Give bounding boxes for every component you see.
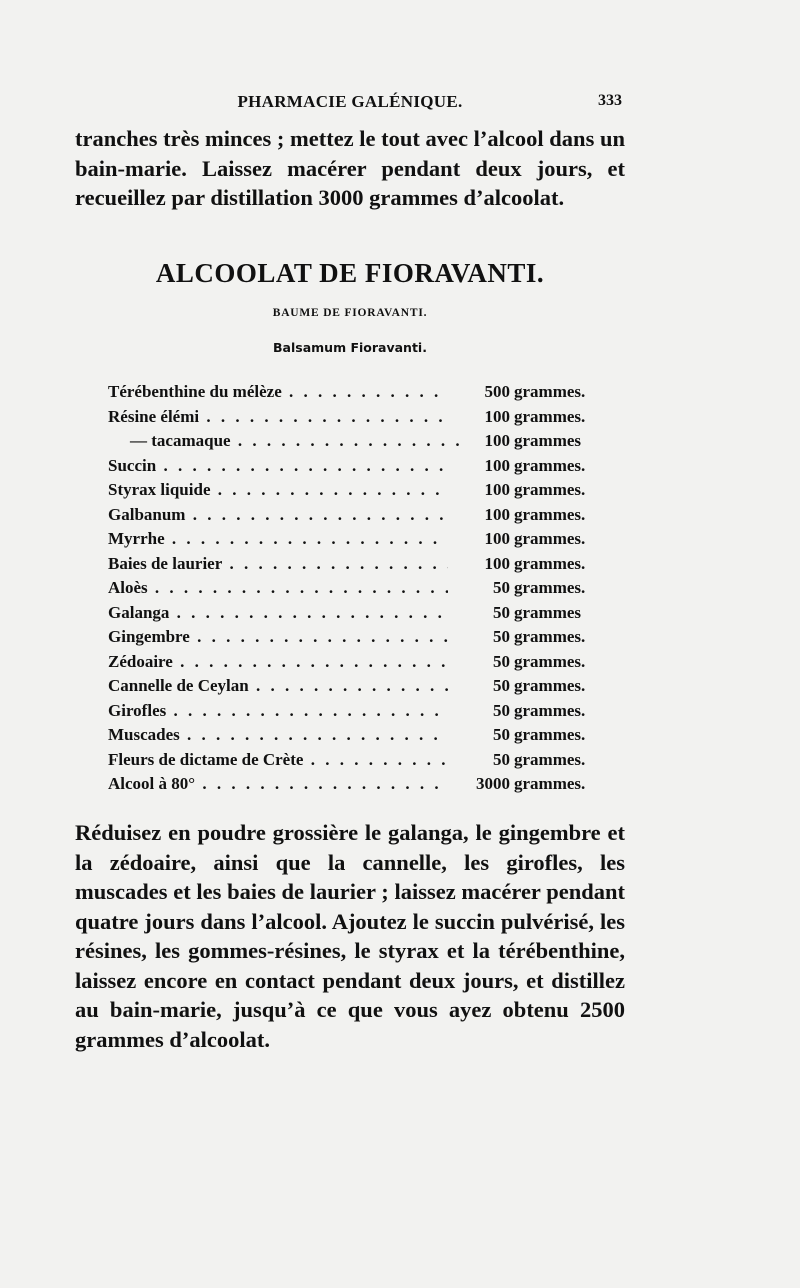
latin-name: Balsamum Fioravanti. [273,340,427,355]
recipe-row [108,405,588,430]
recipe-row [108,723,588,748]
ingredient-name: — tacamaque . . . [108,429,470,454]
ingredient-unit: grammes. [514,749,586,769]
ingredient-unit: grammes. [514,504,586,524]
ingredient-name: Girofles . . . [108,699,448,724]
ingredient-name: Myrrhe . . . [108,527,448,552]
ingredient-quantity: 100 [484,480,510,499]
ingredient-quantity: 50 [493,676,510,695]
intro-paragraph [75,124,625,213]
ingredient-unit: grammes [514,602,582,622]
ingredient-name: Baies de laurier . . . [108,552,448,577]
ingredient-unit: grammes. [514,553,586,573]
ingredient-name: Alcool à 80° . . . [108,772,448,797]
ingredient-name: Styrax liquide . . . [108,478,448,503]
ingredient-quantity: 3000 [476,774,510,793]
ingredient-unit: grammes. [514,382,586,401]
recipe-row [108,552,588,577]
ingredient-unit: grammes. [514,725,586,744]
ingredient-quantity: 50 [493,627,510,646]
closing-paragraph-text: Réduisez en poudre grossière le galanga, le gingembre et la zédoaire, ainsi que la cannelle, les girofles, les muscades et les baies de laurier ; laissez macérer pendant quatre jours dans l’alcool. Ajoutez le succin pulvérisé, les résines, les gommes-résines, le styrax et la térébenthine, laissez encore en contact pendant deux jours, et distillez au bain-marie, jusqu’à ce que vous ayez obtenu 2500 grammes d’alcoolat. [75,820,625,1052]
section-heading: ALCOOLAT DE FIORAVANTI. [155,258,545,288]
running-head-title: PHARMACIE GALÉNIQUE. [237,92,463,111]
ingredient-name: Fleurs de dictame de Crète . . . [108,748,448,773]
ingredient-quantity: 100 [484,455,510,475]
ingredient-quantity: 100 [484,553,510,573]
ingredient-quantity: 100 [484,431,510,450]
recipe-row [108,576,588,601]
recipe-row [108,454,588,479]
running-head [0,92,800,116]
ingredient-name: Térébenthine du mélèze . . . [108,380,448,405]
ingredient-name: Aloès . . . [108,576,448,601]
ingredient-quantity: 50 [493,749,510,769]
ingredient-quantity: 100 [484,504,510,524]
ingredient-unit: grammes. [514,700,586,720]
ingredient-name: Galanga . . . [108,601,448,626]
ingredient-quantity: 50 [493,602,510,622]
recipe-row [108,527,588,552]
ingredient-quantity: 50 [493,578,510,597]
ingredient-unit: grammes. [514,676,586,695]
recipe-row [108,625,588,650]
recipe-row [108,699,588,724]
section-subheading: BAUME DE FIORAVANTI. [272,307,428,319]
ingredient-name: Muscades . . . [108,723,448,748]
recipe-row [108,650,588,675]
recipe-row [108,503,588,528]
ingredient-quantity: 50 [493,651,510,671]
ingredient-name: Zédoaire . . . [108,650,448,675]
ingredient-quantity: 100 [484,529,510,548]
ingredient-unit: grammes. [514,651,586,671]
ingredient-unit: grammes. [514,406,586,426]
recipe-row [108,478,588,503]
recipe-row [108,772,588,797]
recipe-list [108,380,588,797]
recipe-row [108,674,588,699]
recipe-row [108,748,588,773]
ingredient-quantity: 50 [493,700,510,720]
intro-paragraph-text: tranches très minces ; mettez le tout avec l’alcool dans un bain-marie. Laissez macérer pendant deux jours, et recueillez par distillation 3000 grammes d’alcoolat. [75,126,625,210]
ingredient-unit: grammes. [514,578,586,597]
ingredient-quantity: 100 [484,406,510,426]
ingredient-unit: grammes. [514,774,586,793]
ingredient-name: Gingembre . . . [108,625,448,650]
closing-paragraph [75,818,625,1054]
recipe-row [108,380,588,405]
ingredient-unit: grammes [514,431,582,450]
ingredient-unit: grammes. [514,529,586,548]
ingredient-unit: grammes. [514,627,586,646]
ingredient-unit: grammes. [514,480,586,499]
recipe-row [108,429,588,454]
ingredient-quantity: 500 [484,382,510,401]
ingredient-quantity: 50 [493,725,510,744]
ingredient-name: Galbanum . . . [108,503,448,528]
ingredient-name: Résine élémi . . . [108,405,448,430]
ingredient-unit: grammes. [514,455,586,475]
recipe-row [108,601,588,626]
page-number: 333 [598,92,622,109]
ingredient-name: Cannelle de Ceylan . . . [108,674,448,699]
ingredient-name: Succin . . . [108,454,448,479]
